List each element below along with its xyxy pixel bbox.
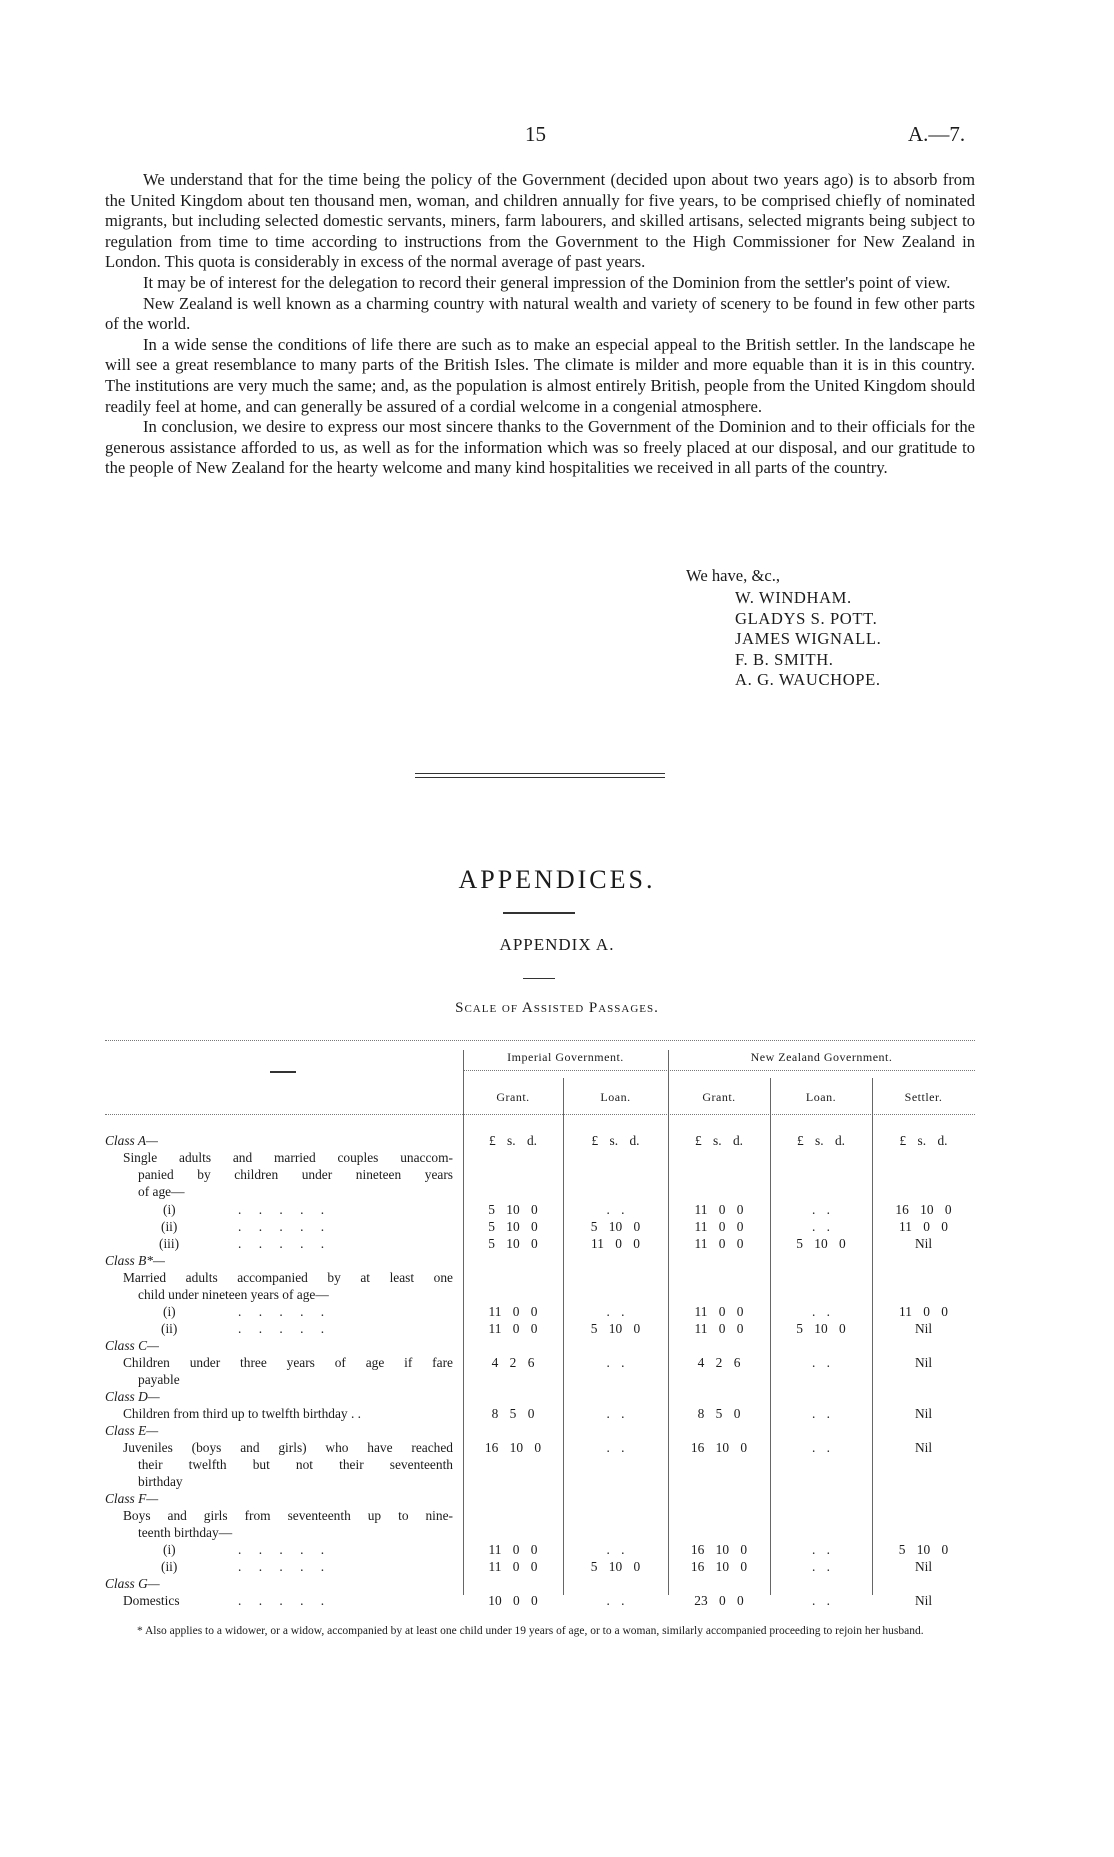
- nz-grant-cell: 8 5 0: [697, 1406, 741, 1421]
- imperial-grant-cell: 11 0 0: [488, 1559, 538, 1574]
- imperial-government-header: Imperial Government.: [507, 1050, 624, 1064]
- class-description: Married adults accompanied by at least one: [123, 1270, 453, 1285]
- class-description: Children under three years of age if fare: [123, 1355, 453, 1370]
- table-title: Scale of Assisted Passages.: [455, 1000, 659, 1016]
- class-heading: Class A—: [105, 1133, 158, 1148]
- nz-loan-header: Loan.: [805, 1090, 837, 1104]
- currency-units: £ s. d.: [797, 1133, 845, 1148]
- imperial-grant-cell: 4 2 6: [491, 1355, 535, 1370]
- sub-class-label: (i): [163, 1202, 176, 1217]
- class-description: Children from third up to twelfth birthday . .: [123, 1406, 362, 1421]
- settler-cell: Nil: [914, 1440, 933, 1455]
- grant-header: Grant.: [496, 1090, 530, 1104]
- class-heading: Class C—: [105, 1338, 159, 1353]
- settler-cell: 11 0 0: [899, 1219, 948, 1234]
- loan-header: Loan.: [600, 1090, 631, 1104]
- nz-loan-cell: . .: [811, 1202, 831, 1217]
- currency-units: £ s. d.: [899, 1133, 948, 1148]
- title-rule: [503, 912, 575, 914]
- nz-loan-cell: . .: [811, 1406, 831, 1421]
- leader-dots: . . . . .: [238, 1219, 332, 1234]
- paragraph-conclusion: In conclusion, we desire to express our most sincere thanks to the Government of the Dominion and to their officials for the generous assistance afforded to us, as well as for the information which was so freely placed at our disposal, and our gratitude to the people of New Zealand for the hearty welcome and many kind hospitalities we received in all parts of the country.: [105, 417, 975, 478]
- page-number: 15: [525, 122, 546, 146]
- paragraph-impression: It may be of interest for the delegation to record their general impression of the Dominion from the settler's point of view.: [143, 272, 951, 292]
- imperial-grant-cell: 11 0 0: [488, 1542, 538, 1557]
- stub-header-dash: [270, 1071, 296, 1073]
- class-description: Juveniles (boys and girls) who have reached: [123, 1440, 453, 1455]
- sub-class-label: (iii): [159, 1236, 180, 1251]
- nz-loan-cell: . .: [811, 1440, 831, 1455]
- settler-cell: Nil: [914, 1559, 933, 1574]
- footnote-text: * Also applies to a widower, or a widow, accompanied by at least one child under 19 years of age, or to a woman, similarly accompanied proceeding to rejoin her husband.: [137, 1625, 924, 1637]
- imperial-grant-cell: 16 10 0: [484, 1440, 542, 1455]
- nz-loan-cell: . .: [811, 1542, 831, 1557]
- imperial-grant-cell: 11 0 0: [488, 1304, 538, 1319]
- closing-salutation: We have, &c.,: [686, 566, 781, 585]
- class-heading: Class E—: [105, 1423, 159, 1438]
- class-heading: Class B*—: [105, 1253, 165, 1268]
- section-divider: [415, 773, 665, 778]
- imperial-loan-cell: 5 10 0: [590, 1219, 641, 1234]
- nz-grant-header: Grant.: [702, 1090, 736, 1104]
- leader-dots: . . . . .: [238, 1236, 332, 1251]
- class-description: child under nineteen years of age—: [138, 1287, 329, 1302]
- imperial-grant-cell: 5 10 0: [488, 1202, 538, 1217]
- appendix-rule: [523, 978, 555, 979]
- leader-dots: . . . . .: [238, 1321, 332, 1336]
- nz-grant-cell: 23 0 0: [694, 1593, 744, 1608]
- nz-grant-cell: 11 0 0: [694, 1304, 744, 1319]
- settler-cell: Nil: [914, 1355, 933, 1370]
- class-description: Domestics: [123, 1593, 180, 1608]
- class-description: birthday: [138, 1474, 183, 1489]
- settler-cell: Nil: [914, 1321, 933, 1336]
- currency-units: £ s. d.: [591, 1133, 640, 1148]
- header-bottom-rule: [105, 1114, 975, 1115]
- imperial-loan-cell: . .: [606, 1593, 625, 1608]
- settler-cell: 16 10 0: [895, 1202, 952, 1217]
- sub-class-label: (i): [163, 1304, 176, 1319]
- imperial-loan-cell: 11 0 0: [591, 1236, 640, 1251]
- nz-grant-cell: 16 10 0: [690, 1440, 748, 1455]
- sub-class-label: (i): [163, 1542, 176, 1557]
- sub-class-label: (ii): [161, 1321, 178, 1336]
- imperial-grant-cell: 5 10 0: [488, 1236, 538, 1251]
- class-description: Boys and girls from seventeenth up to nine-: [123, 1508, 453, 1523]
- leader-dots: . . . . .: [238, 1559, 332, 1574]
- imperial-loan-cell: . .: [606, 1304, 625, 1319]
- group-header-rule: [463, 1070, 975, 1071]
- page-reference: A.—7.: [908, 122, 966, 146]
- nz-grant-cell: 16 10 0: [690, 1542, 748, 1557]
- nz-loan-cell: 5 10 0: [796, 1236, 846, 1251]
- settler-header: Settler.: [904, 1090, 943, 1104]
- class-description: Single adults and married couples unaccom-: [123, 1150, 453, 1165]
- leader-dots: . . . . .: [238, 1542, 332, 1557]
- settler-cell: 11 0 0: [899, 1304, 948, 1319]
- footnote: [105, 1625, 975, 1639]
- leader-dots: . . . . .: [238, 1593, 332, 1608]
- signatory: JAMES WIGNALL.: [735, 629, 882, 649]
- class-description: teenth birthday—: [138, 1525, 233, 1540]
- imperial-loan-cell: . .: [606, 1355, 625, 1370]
- paragraph-conditions: In a wide sense the conditions of life there are such as to make an especial appeal to the British settler. In the landscape he will see a great resemblance to many parts of the British Isles. The climate is milder and more equable than it is in this country. The institutions are very much the same; and, as the population is almost entirely British, people from the United Kingdom should readily feel at home, and can generally be assured of a cordial welcome in a congenial atmosphere.: [105, 334, 975, 416]
- nz-grant-cell: 16 10 0: [690, 1559, 748, 1574]
- class-description: their twelfth but not their seventeenth: [138, 1457, 453, 1472]
- imperial-loan-cell: . .: [606, 1202, 625, 1217]
- signatory: W. WINDHAM.: [735, 588, 852, 607]
- signatory: F. B. SMITH.: [735, 649, 834, 669]
- nz-loan-cell: . .: [811, 1559, 831, 1574]
- imperial-loan-cell: 5 10 0: [590, 1559, 641, 1574]
- currency-units: £ s. d.: [695, 1133, 743, 1148]
- class-heading: Class D—: [105, 1389, 160, 1404]
- imperial-loan-cell: 5 10 0: [590, 1321, 641, 1336]
- nz-grant-cell: 11 0 0: [694, 1219, 744, 1234]
- nz-grant-cell: 11 0 0: [694, 1321, 744, 1336]
- appendix-a-title: APPENDIX A.: [499, 935, 615, 954]
- imperial-loan-cell: . .: [606, 1406, 625, 1421]
- settler-cell: Nil: [914, 1593, 933, 1608]
- settler-cell: 5 10 0: [898, 1542, 949, 1557]
- sub-class-label: (ii): [161, 1219, 178, 1234]
- sub-class-label: (ii): [161, 1559, 178, 1574]
- nz-loan-cell: . .: [811, 1593, 831, 1608]
- nz-loan-cell: . .: [811, 1304, 831, 1319]
- paragraph-country: New Zealand is well known as a charming country with natural wealth and variety of scenery to be found in few other parts of the world.: [105, 293, 975, 334]
- nz-loan-cell: . .: [811, 1355, 831, 1370]
- settler-cell: Nil: [914, 1406, 933, 1421]
- nz-loan-cell: 5 10 0: [796, 1321, 846, 1336]
- imperial-grant-cell: 11 0 0: [488, 1321, 538, 1336]
- signatory: GLADYS S. POTT.: [735, 608, 878, 628]
- imperial-loan-cell: . .: [606, 1542, 625, 1557]
- imperial-grant-cell: 8 5 0: [491, 1406, 535, 1421]
- currency-units: £ s. d.: [489, 1133, 537, 1148]
- report-body: [105, 170, 975, 479]
- paragraph-policy: We understand that for the time being the policy of the Government (decided upon about two years ago) is to absorb from the United Kingdom about ten thousand men, woman, and children annually for five years, to be comprised chiefly of nominated migrants, but including selected domestic servants, miners, farm labourers, and skilled artisans, selected migrants being subject to regulation from time to time according to instructions from the Government to the High Commissioner for New Zealand in London. This quota is considerably in excess of the normal average of past years.: [105, 170, 975, 272]
- nz-grant-cell: 4 2 6: [697, 1355, 741, 1370]
- class-description: panied by children under nineteen years: [138, 1167, 453, 1182]
- nz-government-header: New Zealand Government.: [750, 1050, 893, 1064]
- class-heading: Class G—: [105, 1576, 160, 1591]
- signatories: [735, 588, 881, 691]
- table-top-rule: [105, 1040, 975, 1041]
- nz-loan-cell: . .: [811, 1219, 831, 1234]
- settler-cell: Nil: [914, 1236, 933, 1251]
- signatory: A. G. WAUCHOPE.: [735, 670, 881, 690]
- leader-dots: . . . . .: [238, 1202, 332, 1217]
- nz-grant-cell: 11 0 0: [694, 1236, 744, 1251]
- imperial-grant-cell: 10 0 0: [488, 1593, 538, 1608]
- imperial-loan-cell: . .: [606, 1440, 625, 1455]
- class-description: of age—: [138, 1184, 185, 1199]
- class-heading: Class F—: [105, 1491, 159, 1506]
- appendices-title: APPENDICES.: [458, 865, 656, 894]
- class-description: payable: [138, 1372, 180, 1387]
- nz-grant-cell: 11 0 0: [694, 1202, 744, 1217]
- leader-dots: . . . . .: [238, 1304, 332, 1319]
- imperial-grant-cell: 5 10 0: [488, 1219, 538, 1234]
